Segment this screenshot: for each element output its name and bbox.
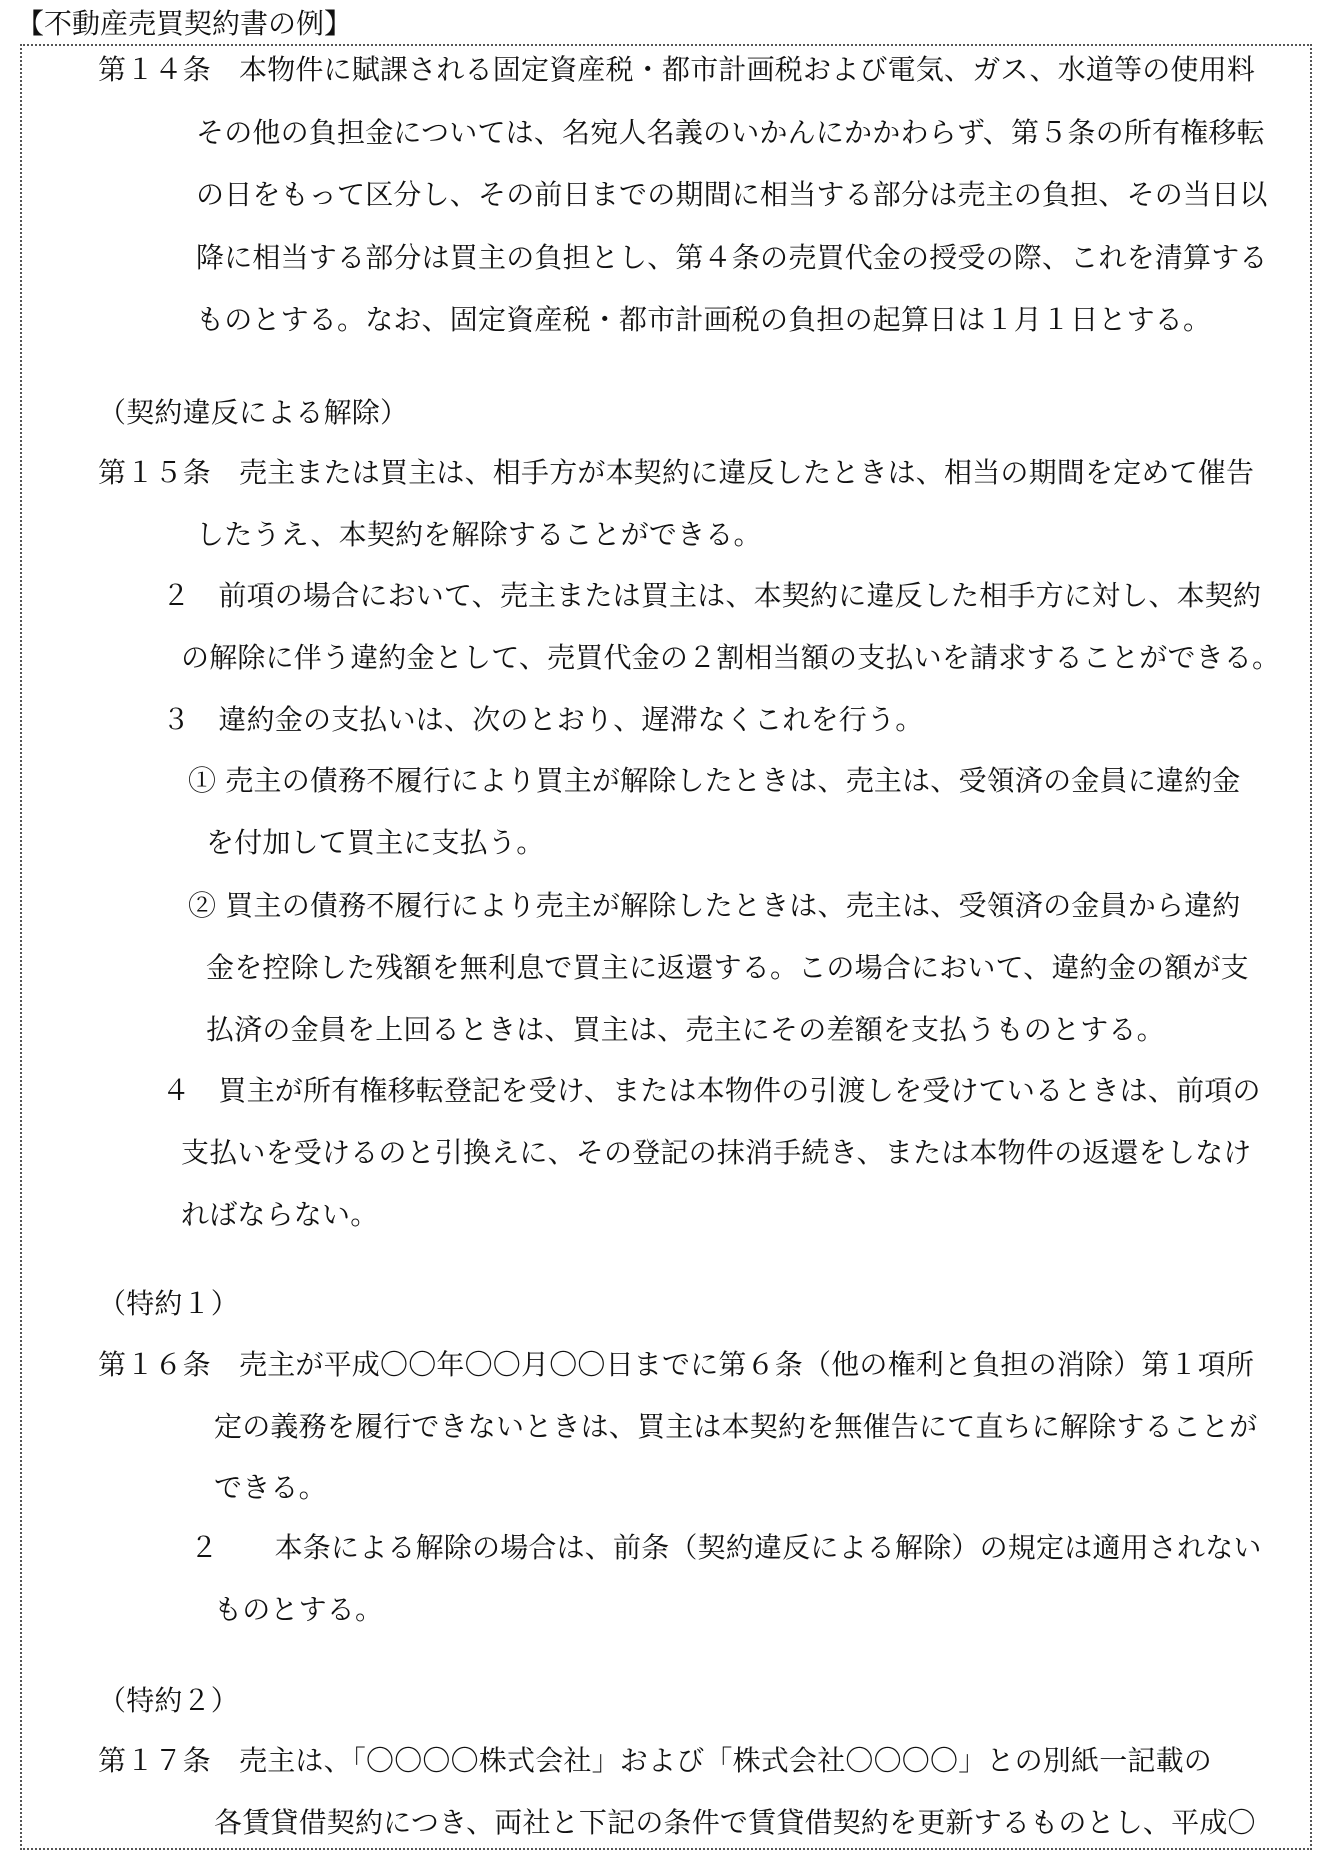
section-heading: （特約２） [98,1684,240,1717]
article-16-line: 第１６条 売主が平成〇〇年〇〇月〇〇日までに第６条（他の権利と負担の消除）第１項所 [98,1348,1255,1381]
article-14-line: ものとする。なお、固定資産税・都市計画税の負担の起算日は１月１日とする。 [196,303,1212,336]
article-14-line: 降に相当する部分は買主の負担とし、第４条の売買代金の授受の際、これを清算する [196,241,1268,274]
article-14-line: の日をもって区分し、その前日までの期間に相当する部分は売主の負担、その当日以 [196,178,1268,211]
page-title: 【不動産売買契約書の例】 [16,7,353,40]
article-16-paragraph-2: ものとする。 [214,1593,384,1626]
article-15-paragraph-3: ３ 違約金の支払いは、次のとおり、遅滞なくこれを行う。 [162,703,924,736]
article-16-paragraph-2: ２ 本条による解除の場合は、前条（契約違反による解除）の規定は適用されない [190,1531,1262,1564]
article-15-paragraph-4: ればならない。 [181,1198,379,1231]
article-15-item-2: ② 買主の債務不履行により売主が解除したときは、売主は、受領済の金員から違約 [188,889,1241,922]
article-14-line: 第１４条 本物件に賦課される固定資産税・都市計画税および電気、ガス、水道等の使用料 [98,53,1256,86]
article-15-paragraph-4: ４ 買主が所有権移転登記を受け、または本物件の引渡しを受けているときは、前項の [162,1074,1261,1107]
article-15-line: 第１５条 売主または買主は、相手方が本契約に違反したときは、相当の期間を定めて催告 [98,456,1255,489]
section-heading: （特約１） [98,1287,240,1320]
section-heading: （契約違反による解除） [98,396,409,429]
article-16-line: 定の義務を履行できないときは、買主は本契約を無催告にて直ちに解除することが [214,1410,1258,1443]
article-16-line: できる。 [214,1471,327,1504]
article-14-line: その他の負担金については、名宛人名義のいかんにかかわらず、第５条の所有権移転 [196,116,1265,149]
article-17-line: 各賃貸借契約につき、両社と下記の条件で賃貸借契約を更新するものとし、平成〇 [214,1806,1256,1839]
article-15-item-2: 払済の金員を上回るときは、買主は、売主にその差額を支払うものとする。 [206,1013,1165,1046]
article-15-paragraph-4: 支払いを受けるのと引換えに、その登記の抹消手続き、または本物件の返還をしなけ [181,1136,1252,1169]
article-15-paragraph-2: ２ 前項の場合において、売主または買主は、本契約に違反した相手方に対し、本契約 [162,579,1262,612]
article-15-item-2: 金を控除した残額を無利息で買主に返還する。この場合において、違約金の額が支 [206,951,1249,984]
article-15-paragraph-2: の解除に伴う違約金として、売買代金の２割相当額の支払いを請求することができる。 [181,641,1281,674]
article-17-line: 第１７条 売主は、「〇〇〇〇株式会社」および「株式会社〇〇〇〇」との別紙一記載の [98,1744,1213,1777]
article-15-item-1: を付加して買主に支払う。 [206,826,545,859]
article-15-line: したうえ、本契約を解除することができる。 [196,518,762,551]
article-15-item-1: ① 売主の債務不履行により買主が解除したときは、売主は、受領済の金員に違約金 [188,764,1241,797]
